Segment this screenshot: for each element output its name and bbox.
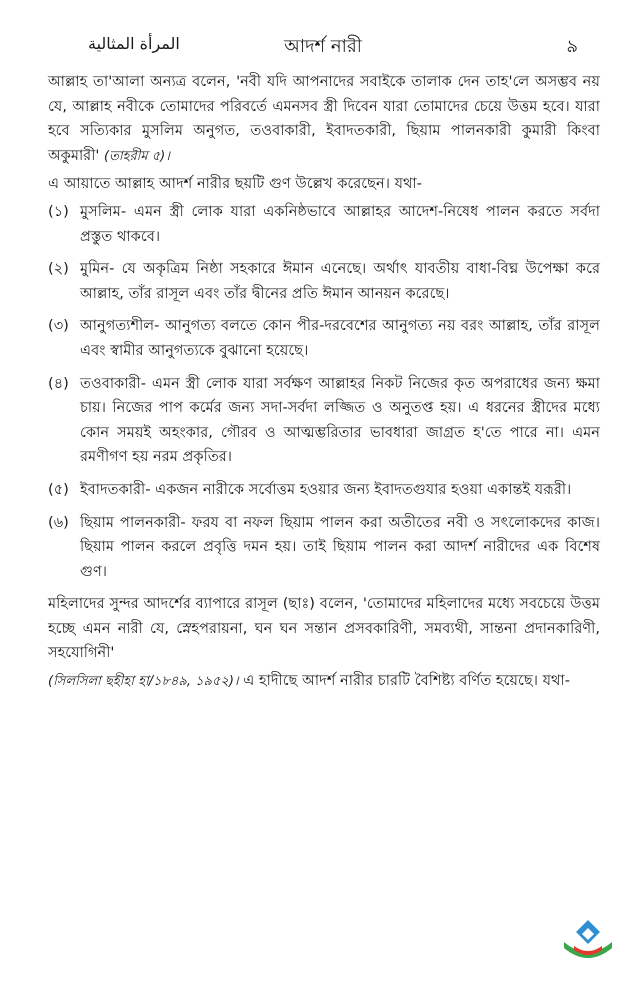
list-item-text: মুমিন- যে অকৃত্রিম নিষ্ঠা সহকারে ঈমান এনেছে। অর্থাৎ যাবতীয় বাধা-বিঘ্ন উপেক্ষা করে আল্লাহ, তাঁর রাসূল এবং তাঁর দ্বীনের প্রতি ঈমান আনয়ন করেছে। [80, 260, 600, 302]
list-item [48, 200, 600, 249]
list-item-number: (৩) [48, 317, 69, 335]
list-item [48, 257, 600, 306]
list-item-text: তওবাকারী- এমন স্ত্রী লোক যারা সর্বক্ষণ আল্লাহর নিকট নিজের কৃত অপরাধের জন্য ক্ষমা চায়। নিজের পাপ কর্মের জন্য সদা-সর্বদা লজ্জিত ও অনুতপ্ত হয়। এ ধরনের স্ত্রীদের মধ্যে কোন সময়ই অহংকার, গৌরব ও আত্মম্ভরিতার ভাবধারা জাগ্রত হ'তে পারে না। এমন রমণীগণ হয় নরম প্রকৃতির। [80, 374, 600, 466]
list-item-number: (১) [48, 202, 69, 220]
list-item-text: ছিয়াম পালনকারী- ফরয বা নফল ছিয়াম পালন করা অতীতের নবী ও সৎলোকদের কাজ। ছিয়াম পালন করলে প্রবৃত্তি দমন হয়। তাই ছিয়াম পালন করা আদর্শ নারীদের এক বিশেষ গুণ। [80, 513, 600, 580]
page-header [60, 30, 586, 60]
list-item-text: ইবাদতকারী- একজন নারীকে সর্বোত্তম হওয়ার জন্য ইবাদতগুযার হওয়া একান্তই যরূরী। [80, 480, 572, 498]
list-item [48, 478, 600, 503]
list-item-number: (৬) [48, 513, 69, 531]
page-body [48, 70, 600, 698]
list-item [48, 372, 600, 470]
header-title: আদর্শ নারী [284, 36, 362, 57]
intro-text: আল্লাহ তা'আলা অন্যত্র বলেন, 'নবী যদি আপনাদের সবাইকে তালাক দেন তাহ'লে অসম্ভব নয় যে, আল্লাহ নবীকে তোমাদের পরিবর্তে এমনসব স্ত্রী দিবেন যারা তোমাদের চেয়ে উত্তম হবে। যারা হবে সত্যিকার মুসলিম অনুগত, তওবাকারী, ইবাদতকারী, ছিয়াম পালনকারী কুমারী কিংবা অকুমারী' [48, 73, 600, 164]
lead-paragraph: এ আয়াতে আল্লাহ আদর্শ নারীর ছয়টি গুণ উল্লেখ করেছেন। যথা- [48, 175, 422, 193]
hadith-paragraph: মহিলাদের সুন্দর আদর্শের ব্যাপারে রাসূল (ছাঃ) বলেন, 'তোমাদের মহিলাদের মধ্যে সবচেয়ে উত্তম হচ্ছে এমন নারী যে, স্নেহপরায়না, ঘন ঘন সন্তান প্রসবকারিণী, সমব্যথী, সান্তনা প্রদানকারিণী, সহযোগিনী' [48, 595, 600, 662]
page-number: ৯ [566, 36, 578, 57]
list-item-number: (৫) [48, 480, 69, 498]
header-arabic-title: المرأة المثالية [88, 34, 180, 53]
list-item [48, 511, 600, 585]
closing-paragraph [48, 669, 600, 695]
list-item-number: (২) [48, 260, 69, 278]
list-item-text: মুসলিম- এমন স্ত্রী লোক যারা একনিষ্ঠভাবে আল্লাহর আদেশ-নিষেধ পালন করতে সর্বদা প্রস্তুত থাকবে। [80, 202, 600, 245]
hadith-citation: (সিলসিলা ছহীহা হা/১৮৪৯, ১৯৫২)। [48, 674, 239, 690]
intro-paragraph [48, 70, 600, 169]
list-item-text: আনুগত্যশীল- আনুগত্য বলতে কোন পীর-দরবেশের আনুগত্য নয় বরং আল্লাহ, তাঁর রাসূল এবং স্বামীর আনুগত্যকে বুঝানো হয়েছে। [80, 317, 600, 359]
list-item [48, 314, 600, 363]
closing-text: এ হাদীছে আদর্শ নারীর চারটি বৈশিষ্ট্য বর্ণিত হয়েছে। যথা- [243, 672, 570, 690]
intro-citation: (তাহরীম ৫)। [104, 148, 170, 164]
publisher-logo-icon [560, 918, 616, 964]
list-item-number: (৪) [48, 374, 69, 392]
